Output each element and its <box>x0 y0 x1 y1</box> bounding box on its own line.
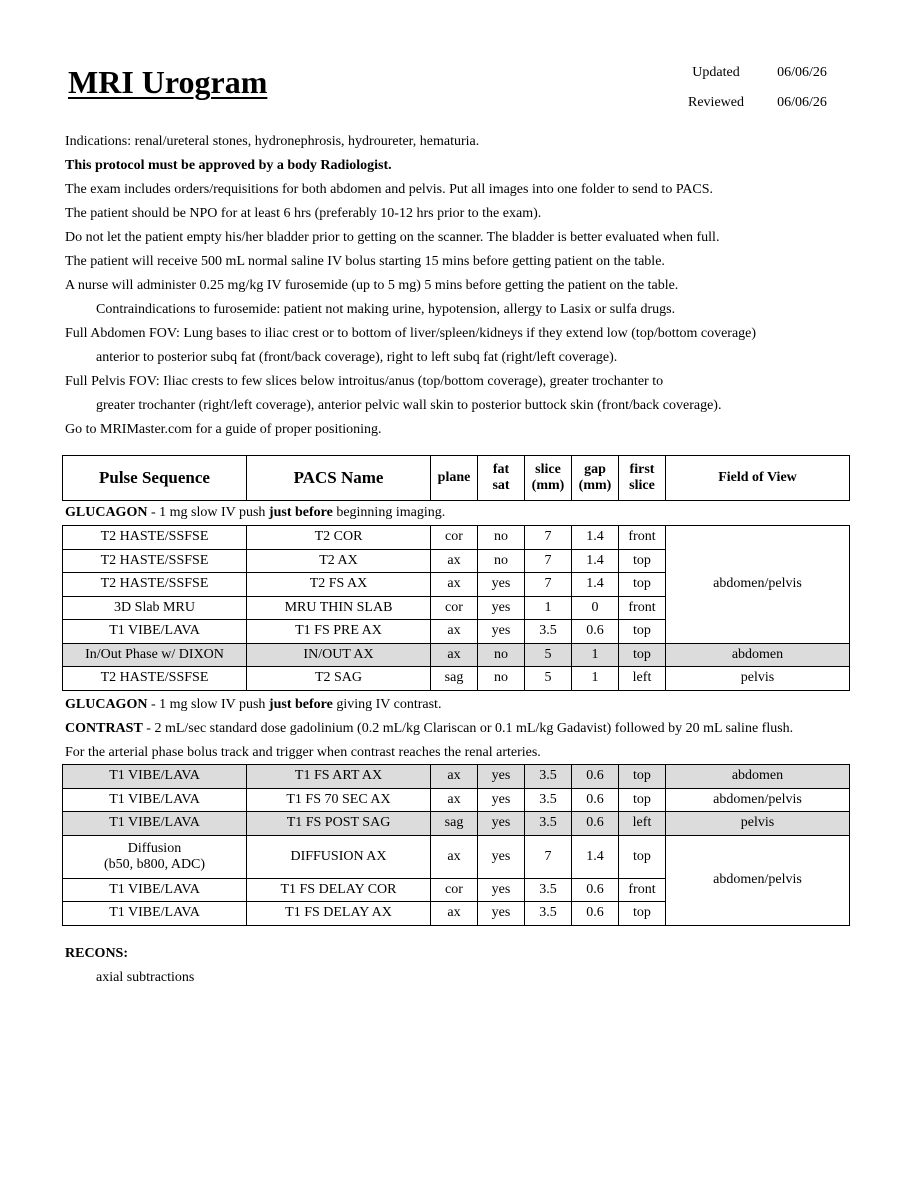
table-cell: 1.4 <box>572 835 619 878</box>
table-cell: T2 AX <box>247 549 431 573</box>
npo-line: The patient should be NPO for at least 6 hrs (preferably 10-12 hrs prior to the exam). <box>65 206 542 221</box>
table-cell: yes <box>478 812 525 836</box>
table-cell: T2 COR <box>247 526 431 550</box>
table-cell: T1 FS POST SAG <box>247 812 431 836</box>
orders-line: The exam includes orders/requisitions for both abdomen and pelvis. Put all images into one folder to send to PACS. <box>65 182 714 197</box>
table-cell: T1 FS ART AX <box>247 765 431 789</box>
header-field-of-view: Field of View <box>666 456 850 501</box>
table-cell: T1 FS DELAY COR <box>247 878 431 902</box>
page-title: MRI Urogram <box>68 64 268 100</box>
saline-line: The patient will receive 500 mL normal saline IV bolus starting 15 mins before getting patient on the table. <box>65 254 665 269</box>
updated-value: 06/06/26 <box>777 65 827 80</box>
table-cell: yes <box>478 878 525 902</box>
table-cell: top <box>619 835 666 878</box>
header-pulse-sequence: Pulse Sequence <box>63 456 247 501</box>
header-plane: plane <box>431 456 478 501</box>
table-cell: 3.5 <box>525 620 572 644</box>
table-cell: 1.4 <box>572 573 619 597</box>
table-cell: 1.4 <box>572 549 619 573</box>
table-cell: T1 FS DELAY AX <box>247 902 431 926</box>
table-cell: abdomen <box>666 643 850 667</box>
table-cell: top <box>619 573 666 597</box>
table-cell: T2 HASTE/SSFSE <box>63 526 247 550</box>
table-cell: cor <box>431 526 478 550</box>
table-cell: ax <box>431 573 478 597</box>
abdomen-fov-line-cont: anterior to posterior subq fat (front/back coverage), right to left subq fat (right/left coverage). <box>96 350 618 365</box>
table-cell: 3.5 <box>525 878 572 902</box>
pelvis-fov-line: Full Pelvis FOV: Iliac crests to few slices below introitus/anus (top/bottom coverage), greater trochanter to <box>65 374 664 389</box>
table-cell: left <box>619 667 666 691</box>
glucagon-note-1: GLUCAGON - 1 mg slow IV push just before beginning imaging. <box>65 505 446 520</box>
glucagon-note-2: GLUCAGON - 1 mg slow IV push just before giving IV contrast. <box>65 697 442 712</box>
table-row <box>63 765 850 789</box>
precontrast-sequence-table <box>62 455 850 501</box>
bladder-line: Do not let the patient empty his/her bladder prior to getting on the scanner. The bladder is better evaluated when full. <box>65 230 720 245</box>
table-cell: top <box>619 902 666 926</box>
table-cell: pelvis <box>666 812 850 836</box>
table-cell: T1 VIBE/LAVA <box>63 620 247 644</box>
table-row <box>63 835 850 878</box>
table-cell: T2 HASTE/SSFSE <box>63 573 247 597</box>
table-cell: abdomen <box>666 765 850 789</box>
table-cell: 3.5 <box>525 902 572 926</box>
protocol-instructions <box>65 130 865 442</box>
table-header-row <box>63 456 850 501</box>
table-cell: sag <box>431 812 478 836</box>
abdomen-fov-line: Full Abdomen FOV: Lung bases to iliac crest or to bottom of liver/spleen/kidneys if they extend low (top/bottom coverage) <box>65 326 757 341</box>
table-cell: cor <box>431 596 478 620</box>
table-cell: T2 FS AX <box>247 573 431 597</box>
table-cell: pelvis <box>666 667 850 691</box>
contraindications-line: Contraindications to furosemide: patient not making urine, hypotension, allergy to Lasix or sulfa drugs. <box>96 302 676 317</box>
table-cell: IN/OUT AX <box>247 643 431 667</box>
table-cell: 3.5 <box>525 812 572 836</box>
table-cell: 0.6 <box>572 878 619 902</box>
table-cell: yes <box>478 788 525 812</box>
table-cell: yes <box>478 765 525 789</box>
table-cell: yes <box>478 596 525 620</box>
table-cell: T2 SAG <box>247 667 431 691</box>
positioning-guide-line: Go to MRIMaster.com for a guide of proper positioning. <box>65 422 382 437</box>
updated-label: Updated <box>692 65 740 80</box>
table-cell: T1 VIBE/LAVA <box>63 788 247 812</box>
table-cell: T1 VIBE/LAVA <box>63 902 247 926</box>
header-slice: slice (mm) <box>525 456 572 501</box>
table-cell: MRU THIN SLAB <box>247 596 431 620</box>
indications-line: Indications: renal/ureteral stones, hydronephrosis, hydroureter, hematuria. <box>65 134 480 149</box>
table-row <box>63 643 850 667</box>
table-cell: left <box>619 812 666 836</box>
contrast-note: CONTRAST - 2 mL/sec standard dose gadolinium (0.2 mL/kg Clariscan or 0.1 mL/kg Gadavist) followed by 20 mL saline flush. <box>65 721 794 736</box>
table-cell: ax <box>431 902 478 926</box>
approval-line: This protocol must be approved by a body Radiologist. <box>65 158 392 173</box>
table-cell: top <box>619 788 666 812</box>
table-row <box>63 667 850 691</box>
table-cell: ax <box>431 643 478 667</box>
table-cell: front <box>619 596 666 620</box>
table-cell: T2 HASTE/SSFSE <box>63 667 247 691</box>
reviewed-value: 06/06/26 <box>777 95 827 110</box>
table-cell: 7 <box>525 835 572 878</box>
table-cell: In/Out Phase w/ DIXON <box>63 643 247 667</box>
table-cell: front <box>619 526 666 550</box>
pelvis-fov-line-cont: greater trochanter (right/left coverage), anterior pelvic wall skin to posterior buttock skin (front/back coverage). <box>96 398 722 413</box>
table-cell: 1 <box>572 667 619 691</box>
table-cell: ax <box>431 835 478 878</box>
table-cell: 3.5 <box>525 765 572 789</box>
reviewed-label: Reviewed <box>688 95 744 110</box>
table-cell: 0.6 <box>572 902 619 926</box>
table-cell: 1 <box>572 643 619 667</box>
table-cell: top <box>619 765 666 789</box>
fov-merged-cell-2: abdomen/pelvis <box>666 835 850 925</box>
table-cell: T2 HASTE/SSFSE <box>63 549 247 573</box>
header-first-slice: first slice <box>619 456 666 501</box>
diffusion-seq-cell: Diffusion (b50, b800, ADC) <box>63 835 247 878</box>
table-cell: 1 <box>525 596 572 620</box>
table-cell: sag <box>431 667 478 691</box>
table-cell: 5 <box>525 643 572 667</box>
header-fat-sat: fat sat <box>478 456 525 501</box>
table-cell: T1 FS 70 SEC AX <box>247 788 431 812</box>
table-cell: T1 VIBE/LAVA <box>63 878 247 902</box>
table-cell: T1 VIBE/LAVA <box>63 812 247 836</box>
postcontrast-sequence-table <box>62 764 850 926</box>
table-cell: 0.6 <box>572 765 619 789</box>
table-cell: ax <box>431 549 478 573</box>
table-cell: yes <box>478 573 525 597</box>
precontrast-rows-table <box>62 525 850 691</box>
table-cell: T1 VIBE/LAVA <box>63 765 247 789</box>
revision-dates <box>660 58 832 118</box>
table-cell: top <box>619 620 666 644</box>
table-cell: DIFFUSION AX <box>247 835 431 878</box>
table-cell: 0.6 <box>572 620 619 644</box>
table-row <box>63 788 850 812</box>
table-cell: top <box>619 549 666 573</box>
recons-item: axial subtractions <box>96 970 195 985</box>
table-cell: ax <box>431 788 478 812</box>
table-cell: front <box>619 878 666 902</box>
table-cell: no <box>478 549 525 573</box>
table-cell: 0 <box>572 596 619 620</box>
table-cell: no <box>478 667 525 691</box>
recons-heading: RECONS: <box>65 946 129 961</box>
table-cell: yes <box>478 620 525 644</box>
table-cell: yes <box>478 902 525 926</box>
table-row <box>63 526 850 550</box>
table-cell: 7 <box>525 526 572 550</box>
table-cell: no <box>478 643 525 667</box>
table-cell: 1.4 <box>572 526 619 550</box>
table-cell: top <box>619 643 666 667</box>
table-row <box>63 812 850 836</box>
table-cell: 3.5 <box>525 788 572 812</box>
table-cell: 0.6 <box>572 812 619 836</box>
table-cell: 7 <box>525 549 572 573</box>
arterial-phase-note: For the arterial phase bolus track and trigger when contrast reaches the renal arteries. <box>65 745 541 760</box>
table-cell: cor <box>431 878 478 902</box>
table-cell: ax <box>431 765 478 789</box>
table-cell: 7 <box>525 573 572 597</box>
table-cell: T1 FS PRE AX <box>247 620 431 644</box>
table-cell: yes <box>478 835 525 878</box>
table-cell: abdomen/pelvis <box>666 788 850 812</box>
table-cell: 3D Slab MRU <box>63 596 247 620</box>
fov-merged-cell: abdomen/pelvis <box>666 526 850 644</box>
table-cell: 5 <box>525 667 572 691</box>
header-gap: gap (mm) <box>572 456 619 501</box>
header-pacs-name: PACS Name <box>247 456 431 501</box>
table-cell: 0.6 <box>572 788 619 812</box>
furosemide-line: A nurse will administer 0.25 mg/kg IV furosemide (up to 5 mg) 5 mins before getting the patient on the table. <box>65 278 679 293</box>
table-cell: no <box>478 526 525 550</box>
table-cell: ax <box>431 620 478 644</box>
